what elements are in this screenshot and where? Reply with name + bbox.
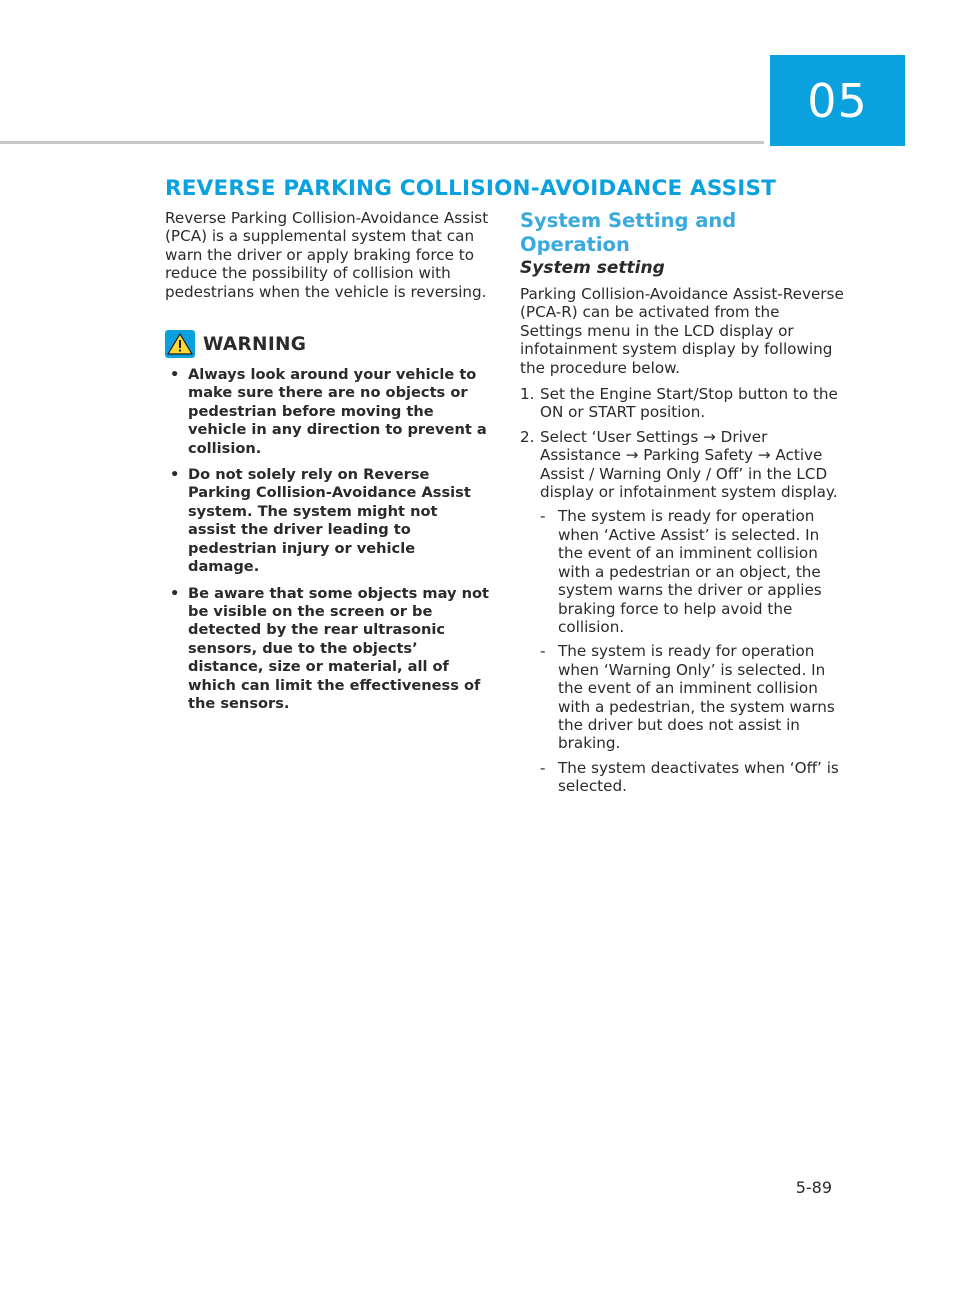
step-item [520, 385, 845, 422]
option-text: The system is ready for operation when ‘Warning Only’ is selected. In the event of an imminent collision with a pedestrian, the system warns the driver but does not assist in braking. [558, 642, 835, 753]
dash-icon: - [540, 642, 546, 661]
header-rule [0, 141, 764, 144]
left-column [165, 209, 490, 721]
options-list [540, 507, 845, 795]
dash-icon: - [540, 758, 546, 777]
step-number: 2. [520, 427, 535, 446]
option-item [540, 642, 845, 752]
warning-item-text: Be aware that some objects may not be visible on the screen or be detected by the rear ultrasonic sensors, due to the objects’ distance, size or material, all of which can limit the effectiveness of the sensors. [188, 584, 489, 712]
step-number: 1. [520, 385, 535, 404]
step-item [520, 428, 845, 796]
setting-subheading: System setting [520, 258, 665, 278]
option-item [540, 507, 845, 636]
chapter-tab [770, 55, 905, 146]
option-item [540, 759, 845, 796]
warning-item [165, 366, 490, 458]
bullet-icon: • [170, 584, 180, 602]
warning-item-text: Do not solely rely on Reverse Parking Collision-Avoidance Assist system. The system might not assist the driver leading to pedestrian injury or vehicle damage. [188, 466, 471, 576]
setting-heading: System Setting and Operation [520, 209, 737, 256]
warning-list [165, 366, 490, 713]
warning-triangle-icon [165, 330, 195, 358]
intro-paragraph: Reverse Parking Collision-Avoidance Assist (PCA) is a supplemental system that can warn the driver or apply braking force to reduce the possibility of collision with pedestrians when the vehicle is reversing. [165, 209, 489, 301]
warning-item-text: Always look around your vehicle to make sure there are no objects or pedestrian before moving the vehicle in any direction to prevent a collision. [188, 366, 487, 457]
step-text: Select ‘User Settings → Driver Assistance → Parking Safety → Active Assist / Warning Only / Off’ in the LCD display or infotainment system display. [540, 427, 838, 502]
right-column [520, 209, 845, 802]
section-title: REVERSE PARKING COLLISION-AVOIDANCE ASSIST [165, 176, 777, 201]
dash-icon: - [540, 507, 546, 526]
warning-item [165, 585, 490, 714]
option-text: The system deactivates when ‘Off’ is selected. [558, 758, 839, 796]
page-number: 5-89 [795, 1178, 832, 1197]
bullet-icon: • [170, 366, 180, 384]
step-text: Set the Engine Start/Stop button to the ON or START position. [540, 385, 838, 422]
warning-item [165, 466, 490, 576]
chapter-number: 05 [807, 73, 868, 128]
warning-header [165, 330, 490, 358]
bullet-icon: • [170, 466, 180, 484]
setting-intro: Parking Collision-Avoidance Assist-Reverse (PCA-R) can be activated from the Settings menu in the LCD display or infotainment system display by following the procedure below. [520, 285, 844, 377]
warning-label: WARNING [203, 333, 307, 355]
steps-list [520, 385, 845, 796]
option-text: The system is ready for operation when ‘Active Assist’ is selected. In the event of an imminent collision with a pedestrian or an object, the system warns the driver or applies braking force to help avoid the collision. [558, 507, 822, 636]
